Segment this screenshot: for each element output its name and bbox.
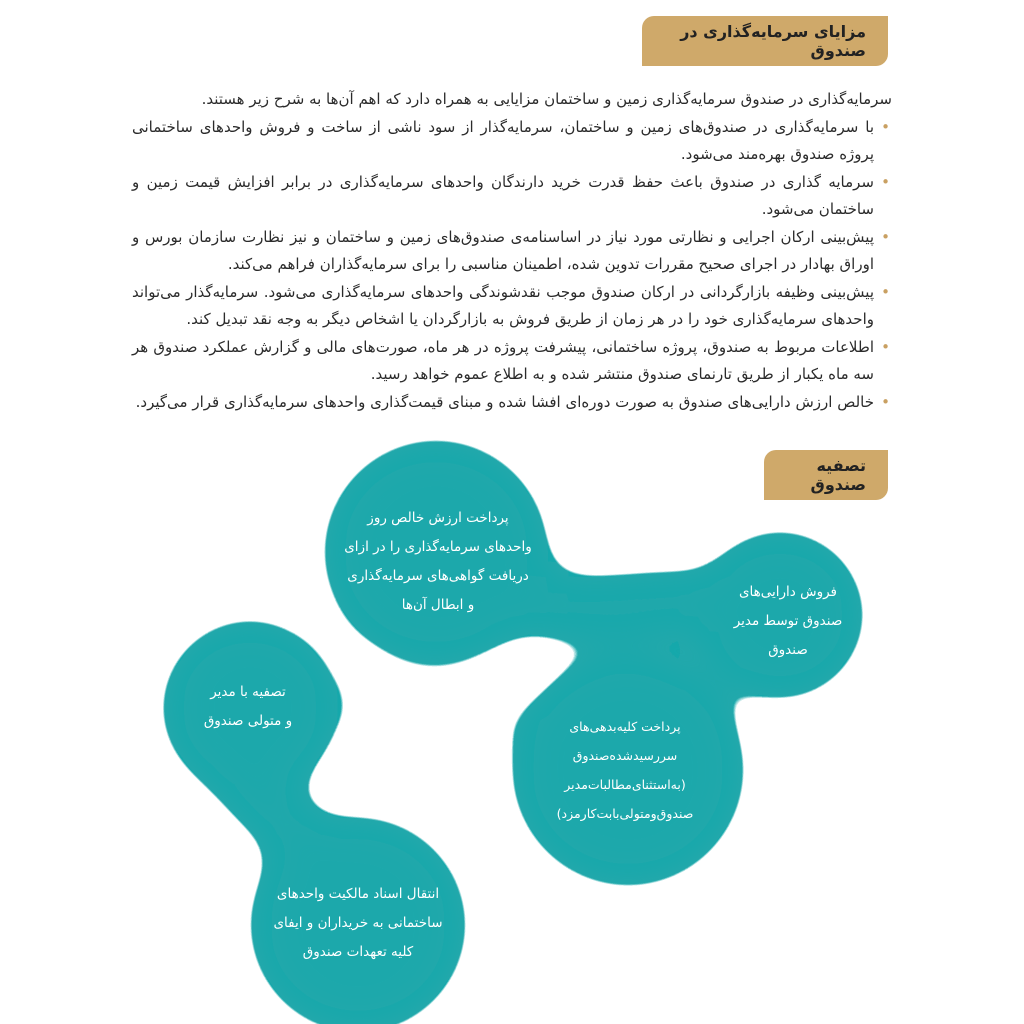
step-text-pay-nav: پرداخت ارزش خالص روز واحدهای سرمایه‌گذاری را در ازای دریافت گواهی‌های سرمایه‌گذاری و ابطال آن‌ها: [344, 510, 532, 613]
bullet-dot-icon: •: [881, 227, 890, 246]
list-item-text: خالص ارزش دارایی‌های صندوق به صورت دوره‌ای افشا شده و مبنای قیمت‌گذاری واحدهای سرمایه‌گذاری قرار می‌گیرد.: [135, 392, 874, 411]
list-item-text: اطلاعات مربوط به صندوق، پروژه ساختمانی، پیشرفت پروژه در هر ماه، صورت‌های مالی و گزارش عملکرد صندوق هر سه ماه یکبار از طریق تارنمای صندوق منتشر شده و به اطلاع عموم خواهد رسید.: [132, 337, 874, 383]
step-text-pay-debts: پرداخت کلیه‌بدهی‌های سررسیدشده‌صندوق (به‌استثنای‌مطالبات‌مدیر صندوق‌ومتولی‌بابت‌کارمزد): [556, 719, 694, 821]
list-item-text: سرمایه گذاری در صندوق باعث حفظ قدرت خرید دارندگان واحدهای سرمایه‌گذاری در برابر افزایش قیمت زمین و ساختمان می‌شود.: [132, 172, 874, 218]
list-item-text: پیش‌بینی ارکان اجرایی و نظارتی مورد نیاز در اساسنامه‌ی صندوق‌های زمین و ساختمان و نیز نظارت سازمان بورس و اوراق بهادار در اجرای صحیح مقررات تدوین شده، اطمینان مناسبی را برای سرمایه‌گذاران فراهم می‌کند.: [132, 227, 874, 273]
list-item-text: با سرمایه‌گذاری در صندوق‌های زمین و ساختمان، سرمایه‌گذار از سود ناشی از ساخت و فروش واحدهای ساختمانی پروژه صندوق بهره‌مند می‌شود.: [132, 117, 874, 163]
bullet-dot-icon: •: [881, 172, 890, 191]
section-title-benefits: مزایای سرمایه‌گذاری در صندوق: [642, 16, 888, 66]
bullet-dot-icon: •: [881, 392, 890, 411]
list-item-text: پیش‌بینی وظیفه بازارگردانی در ارکان صندوق موجب نقدشوندگی واحدهای سرمایه‌گذاری می‌شود. سرمایه‌گذار می‌تواند واحدهای سرمایه‌گذاری خود را در هر زمان از طریق فروش به بازارگردان یا اشخاص دیگر به وجه نقد تبدیل کند.: [132, 282, 874, 328]
bullet-dot-icon: •: [881, 282, 890, 301]
bullet-dot-icon: •: [881, 337, 890, 356]
section-title-liquidation: تصفیه صندوق: [764, 450, 888, 500]
step-text-sell-assets: فروش دارایی‌های صندوق توسط مدیر صندوق: [733, 584, 843, 658]
step-text-transfer-deeds: انتقال اسناد مالکیت واحدهای ساختمانی به خریداران و ایفای کلیه تعهدات صندوق: [273, 886, 443, 960]
intro-paragraph: سرمایه‌گذاری در صندوق سرمایه‌گذاری زمین و ساختمان مزایایی به همراه دارد که اهم آن‌ها به شرح زیر هستند.: [201, 90, 892, 108]
step-text-settle-manager: تصفیه با مدیر و متولی صندوق: [203, 684, 293, 729]
bullet-dot-icon: •: [881, 117, 890, 136]
